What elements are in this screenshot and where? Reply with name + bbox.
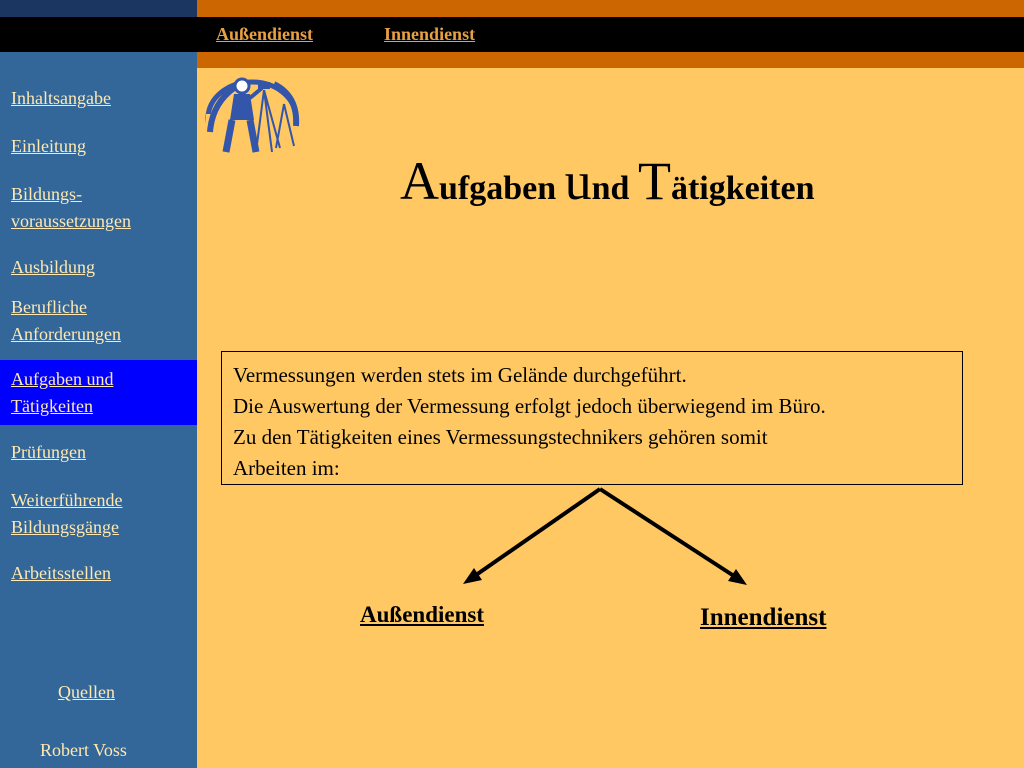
author-name: Robert Voss bbox=[40, 740, 127, 760]
title-part-2: nd bbox=[591, 170, 638, 207]
top-nav bbox=[197, 17, 527, 52]
sidebar-item-ausbildung[interactable]: Ausbildung bbox=[11, 257, 96, 277]
sidebar-item-berufliche-anforderungen[interactable]: Berufliche Anforderungen bbox=[11, 297, 121, 344]
sidebar-item-inhaltsangabe[interactable]: Inhaltsangabe bbox=[11, 88, 111, 108]
description-line: Die Auswertung der Vermessung erfolgt jedoch überwiegend im Büro. bbox=[233, 394, 826, 418]
title-cap-t: T bbox=[637, 151, 671, 211]
sidebar-item-aufgaben-und-taetigkeiten[interactable]: Aufgaben und Tätigkeiten bbox=[11, 369, 114, 416]
sidebar-quellen-link[interactable]: Quellen bbox=[58, 682, 115, 702]
arrow-right-head bbox=[728, 569, 747, 585]
description-line: Arbeiten im: bbox=[233, 456, 340, 480]
arrow-left-head bbox=[463, 568, 482, 584]
sidebar-item-arbeitsstellen[interactable]: Arbeitsstellen bbox=[11, 563, 111, 583]
top-left-strip bbox=[0, 0, 197, 17]
title-cap-u: u bbox=[564, 151, 592, 211]
top-nav-innendienst-link[interactable]: Innendienst bbox=[384, 24, 476, 44]
sidebar-item-bildungsvoraussetzungen[interactable]: Bildungs- voraussetzungen bbox=[11, 184, 131, 231]
surveyor-logo-icon bbox=[204, 74, 302, 158]
aussendienst-link[interactable]: Außendienst bbox=[360, 602, 484, 627]
sidebar-item-einleitung[interactable]: Einleitung bbox=[11, 136, 86, 156]
description-line: Zu den Tätigkeiten eines Vermessungstechnikers gehören somit bbox=[233, 425, 768, 449]
description-box bbox=[221, 351, 963, 485]
arrow-left-line bbox=[476, 489, 600, 575]
sidebar-item-weiterfuehrende-bildungsgaenge[interactable]: Weiterführende Bildungsgänge bbox=[11, 490, 123, 537]
page-title bbox=[400, 150, 1000, 212]
top-orange-bar bbox=[197, 0, 1024, 17]
title-cap-a: A bbox=[400, 151, 439, 211]
description-line: Vermessungen werden stets im Gelände durchgeführt. bbox=[233, 363, 687, 387]
top-nav-aussendienst-link[interactable]: Außendienst bbox=[216, 24, 314, 44]
arrow-right-line bbox=[600, 489, 734, 576]
title-part-1: ufgaben bbox=[439, 170, 565, 207]
orange-strip bbox=[197, 52, 1024, 68]
title-part-3: ätigkeiten bbox=[670, 170, 815, 207]
sidebar-item-pruefungen[interactable]: Prüfungen bbox=[11, 442, 86, 462]
innendienst-link[interactable]: Innendienst bbox=[700, 604, 827, 631]
